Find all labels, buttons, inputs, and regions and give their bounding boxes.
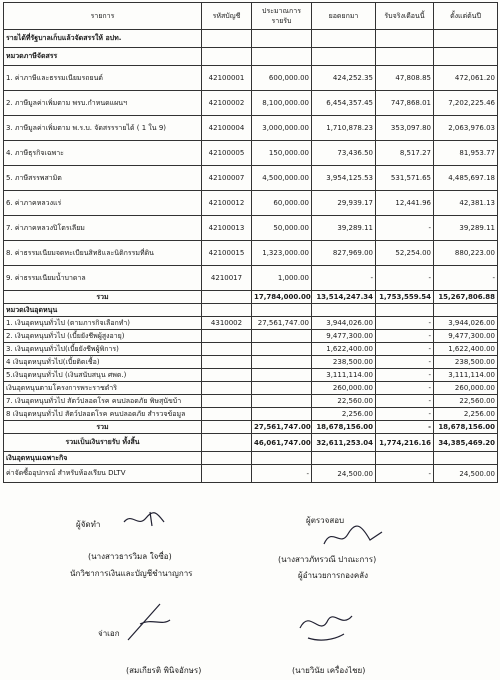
row-estimate <box>252 356 312 369</box>
chief-name: (สมเกียรติ พินิจอักษร) <box>126 666 202 675</box>
row-month: 531,571.65 <box>376 166 434 191</box>
table-row <box>4 369 498 382</box>
table-row <box>4 166 498 191</box>
section-subtitle: หมวดภาษีจัดสรร <box>4 48 202 66</box>
row-label: รวม <box>4 291 202 304</box>
row-ytd: 42,381.13 <box>434 191 498 216</box>
row-ytd: 34,385,469.20 <box>434 434 498 452</box>
row-ytd: 24,500.00 <box>434 465 498 483</box>
row-label: 4. ภาษีธุรกิจเฉพาะ <box>4 141 202 166</box>
section-title-row <box>4 452 498 465</box>
table-row <box>4 408 498 421</box>
table-row <box>4 330 498 343</box>
row-label: 8. ค่าธรรมเนียมจดทะเบียนสิทธิและนิติกรรมที่ดิน <box>4 241 202 266</box>
row-estimate: 1,323,000.00 <box>252 241 312 266</box>
row-month: - <box>376 330 434 343</box>
row-month: 1,753,559.54 <box>376 291 434 304</box>
row-ytd: 2,256.00 <box>434 408 498 421</box>
preparer-position: นักวิชาการเงินและบัญชีชำนาญการ <box>70 569 193 578</box>
row-month: 8,517.27 <box>376 141 434 166</box>
row-carried: 6,454,357.45 <box>312 91 376 116</box>
total-row <box>4 291 498 304</box>
chief-role: จ่าเอก <box>98 629 120 638</box>
row-label: 6. ค่าภาคหลวงแร่ <box>4 191 202 216</box>
row-code <box>202 382 252 395</box>
col-ytd: ตั้งแต่ต้นปี <box>434 3 498 30</box>
row-label: รวมเป็นเงินรายรับ ทั้งสิ้น <box>4 434 202 452</box>
row-code: 42100001 <box>202 66 252 91</box>
row-month: - <box>376 266 434 291</box>
row-code <box>202 369 252 382</box>
section-title-row <box>4 304 498 317</box>
row-label: 5.เงินอุดหนุนทั่วไป (เงินสนับสนุน ศพด.) <box>4 369 202 382</box>
row-carried: 32,611,253.04 <box>312 434 376 452</box>
row-label: 1. เงินอุดหนุนทั่วไป (ตามภารกิจเลือกทำ) <box>4 317 202 330</box>
table-row <box>4 343 498 356</box>
revenue-ledger-table <box>3 2 498 483</box>
col-carried: ยอดยกมา <box>312 3 376 30</box>
row-month: 747,868.01 <box>376 91 434 116</box>
row-carried: 260,000.00 <box>312 382 376 395</box>
row-month: - <box>376 395 434 408</box>
col-estimate: ประมาณการ รายรับ <box>252 3 312 30</box>
row-ytd: 39,289.11 <box>434 216 498 241</box>
row-estimate: 150,000.00 <box>252 141 312 166</box>
row-carried: 22,560.00 <box>312 395 376 408</box>
row-carried: 73,436.50 <box>312 141 376 166</box>
row-code: 42100005 <box>202 141 252 166</box>
row-month: - <box>376 317 434 330</box>
row-carried: 29,939.17 <box>312 191 376 216</box>
row-label: 4 เงินอุดหนุนทั่วไป(เบี้ยติดเชื้อ) <box>4 356 202 369</box>
row-month: - <box>376 343 434 356</box>
table-row <box>4 317 498 330</box>
row-estimate <box>252 330 312 343</box>
table-row <box>4 266 498 291</box>
row-ytd: 880,223.00 <box>434 241 498 266</box>
row-carried: 39,289.11 <box>312 216 376 241</box>
row-label: 8 เงินอุดหนุนทั่วไป สัตว์ปลอดโรค คนปลอดภัย สำรวจข้อมูล <box>4 408 202 421</box>
row-ytd: 260,000.00 <box>434 382 498 395</box>
row-estimate: 8,100,000.00 <box>252 91 312 116</box>
row-code <box>202 291 252 304</box>
table-row <box>4 66 498 91</box>
col-item: รายการ <box>4 3 202 30</box>
table-row <box>4 141 498 166</box>
table-row <box>4 241 498 266</box>
row-code <box>202 465 252 483</box>
row-label: 7. เงินอุดหนุนทั่วไป สัตว์ปลอดโรค คนปลอดภัย พิษสุนัขบ้า <box>4 395 202 408</box>
table-row <box>4 116 498 141</box>
row-carried: 3,111,114.00 <box>312 369 376 382</box>
row-ytd: 22,560.00 <box>434 395 498 408</box>
row-code <box>202 395 252 408</box>
col-account-code: รหัสบัญชี <box>202 3 252 30</box>
checker-name: (นางสาวภัทรวณี ปาณะการ) <box>278 555 377 564</box>
table-row <box>4 395 498 408</box>
row-estimate: 46,061,747.00 <box>252 434 312 452</box>
table-row <box>4 191 498 216</box>
row-month: 52,254.00 <box>376 241 434 266</box>
row-month: - <box>376 216 434 241</box>
row-carried: 3,954,125.53 <box>312 166 376 191</box>
row-estimate <box>252 408 312 421</box>
row-month: - <box>376 356 434 369</box>
row-code <box>202 434 252 452</box>
mayor-name: (นายวินัย เครื่องไชย) <box>292 666 366 675</box>
row-carried: 424,252.35 <box>312 66 376 91</box>
preparer-role: ผู้จัดทำ <box>76 520 101 529</box>
row-label: 5. ภาษีสรรพสามิต <box>4 166 202 191</box>
row-label: 9. ค่าธรรมเนียมน้ำบาดาล <box>4 266 202 291</box>
row-month: - <box>376 465 434 483</box>
table-row <box>4 465 498 483</box>
row-ytd: 3,944,026.00 <box>434 317 498 330</box>
row-code <box>202 330 252 343</box>
row-estimate: 27,561,747.00 <box>252 421 312 434</box>
row-code: 42100007 <box>202 166 252 191</box>
row-code: 42100013 <box>202 216 252 241</box>
row-carried: 827,969.00 <box>312 241 376 266</box>
row-label: 1. ค่าภาษีและธรรมเนียมรถยนต์ <box>4 66 202 91</box>
row-estimate: 4,500,000.00 <box>252 166 312 191</box>
row-carried: 13,514,247.34 <box>312 291 376 304</box>
checker-signature <box>318 522 388 550</box>
chief-signature <box>120 596 180 646</box>
row-carried: 3,944,026.00 <box>312 317 376 330</box>
row-month: 353,097.80 <box>376 116 434 141</box>
section-title: เงินอุดหนุนเฉพาะกิจ <box>4 452 202 465</box>
row-code <box>202 343 252 356</box>
row-ytd: 238,500.00 <box>434 356 498 369</box>
row-month: - <box>376 369 434 382</box>
row-ytd: 2,063,976.03 <box>434 116 498 141</box>
row-code: 4310002 <box>202 317 252 330</box>
row-carried: 18,678,156.00 <box>312 421 376 434</box>
row-carried: 1,622,400.00 <box>312 343 376 356</box>
col-month: รับจริงเดือนนี้ <box>376 3 434 30</box>
row-ytd: - <box>434 266 498 291</box>
table-row <box>4 91 498 116</box>
row-label: 3. ภาษีมูลค่าเพิ่มตาม พ.ร.บ. จัดสรรรายได้ ( 1 ใน 9) <box>4 116 202 141</box>
row-carried: 2,256.00 <box>312 408 376 421</box>
row-estimate: 50,000.00 <box>252 216 312 241</box>
table-row <box>4 216 498 241</box>
grand-total-row <box>4 434 498 452</box>
row-label: 2. ภาษีมูลค่าเพิ่มตาม พรบ.กำหนดแผนฯ <box>4 91 202 116</box>
row-code: 42100012 <box>202 191 252 216</box>
row-code <box>202 356 252 369</box>
row-code: 42100015 <box>202 241 252 266</box>
row-ytd: 18,678,156.00 <box>434 421 498 434</box>
table-row <box>4 382 498 395</box>
row-code <box>202 408 252 421</box>
row-label: ค่าจัดซื้ออุปกรณ์ สำหรับห้องเรียน DLTV <box>4 465 202 483</box>
checker-position: ผู้อำนวยการกองคลัง <box>298 571 368 580</box>
table-row <box>4 356 498 369</box>
row-ytd: 472,061.20 <box>434 66 498 91</box>
row-carried: 1,710,878.23 <box>312 116 376 141</box>
row-carried: 9,477,300.00 <box>312 330 376 343</box>
row-month: 12,441.96 <box>376 191 434 216</box>
row-estimate: 600,000.00 <box>252 66 312 91</box>
row-label: 3. เงินอุดหนุนทั่วไป(เบี้ยยังชีพผู้พิการ) <box>4 343 202 356</box>
row-month: 47,808.85 <box>376 66 434 91</box>
row-ytd: 4,485,697.18 <box>434 166 498 191</box>
row-month: - <box>376 382 434 395</box>
total-row <box>4 421 498 434</box>
checker-role: ผู้ตรวจสอบ <box>306 516 345 525</box>
row-code: 42100004 <box>202 116 252 141</box>
header-row <box>4 3 498 30</box>
row-estimate: 27,561,747.00 <box>252 317 312 330</box>
row-month: 1,774,216.16 <box>376 434 434 452</box>
row-carried: 24,500.00 <box>312 465 376 483</box>
section-title: รายได้ที่รัฐบาลเก็บแล้วจัดสรรให้ อปท. <box>4 30 202 48</box>
row-estimate <box>252 343 312 356</box>
row-estimate: 60,000.00 <box>252 191 312 216</box>
section-title: หมวดเงินอุดหนุน <box>4 304 202 317</box>
mayor-signature <box>290 598 360 646</box>
row-ytd: 3,111,114.00 <box>434 369 498 382</box>
preparer-name: (นางสาวธารวิมล ใจซื่อ) <box>88 552 172 561</box>
row-estimate: 3,000,000.00 <box>252 116 312 141</box>
row-ytd: 81,953.77 <box>434 141 498 166</box>
row-estimate <box>252 395 312 408</box>
row-estimate: - <box>252 465 312 483</box>
row-code: 42100002 <box>202 91 252 116</box>
row-label: 7. ค่าภาคหลวงปิโตรเลียม <box>4 216 202 241</box>
row-carried: - <box>312 266 376 291</box>
row-estimate: 1,000.00 <box>252 266 312 291</box>
row-estimate: 17,784,000.00 <box>252 291 312 304</box>
row-month: - <box>376 408 434 421</box>
row-ytd: 7,202,225.46 <box>434 91 498 116</box>
row-ytd: 15,267,806.88 <box>434 291 498 304</box>
row-carried: 238,500.00 <box>312 356 376 369</box>
row-ytd: 9,477,300.00 <box>434 330 498 343</box>
row-ytd: 1,622,400.00 <box>434 343 498 356</box>
preparer-signature <box>120 508 180 530</box>
row-label: 2. เงินอุดหนุนทั่วไป (เบี้ยยังชีพผู้สูงอายุ) <box>4 330 202 343</box>
row-estimate <box>252 382 312 395</box>
row-code <box>202 421 252 434</box>
row-month: - <box>376 421 434 434</box>
row-estimate <box>252 369 312 382</box>
row-code: 4210017 <box>202 266 252 291</box>
row-label: เงินอุดหนุนตามโครงการพระราชดำริ <box>4 382 202 395</box>
row-label: รวม <box>4 421 202 434</box>
